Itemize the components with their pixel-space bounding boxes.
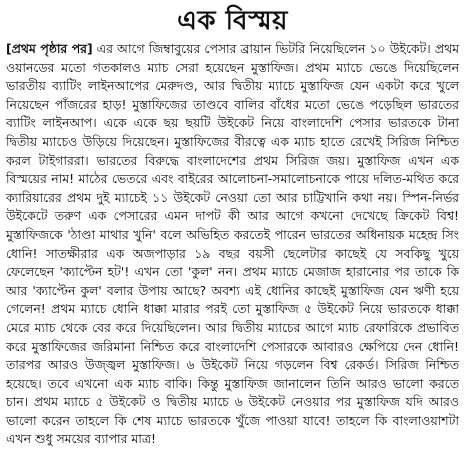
article-body-text: এর আগে জিম্বাবুয়ের পেসার ব্রায়ান ভিটরি নিয়েছিলেন ১০ উইকেট। প্রথম ওয়ানডের মতো গতকালও ম্যাচ সেরা হয়েছেন মুস্তাফিজ। প্রথম ম্যাচে ভেঙে দিয়েছিলেন ভারতীয় ব্যাটিং লাইনআপের মেরুদণ্ড, আর দ্বিতীয় ম্যাচে মুস্তাফিজ যেন একটা করে খুলে নিয়েছেন পাঁজরের হাড়! মুস্তাফিজের তাণ্ডবে বালির বাঁধের মতো ভেঙে পড়েছিল ভারতের ব্যাটিং লাইনআপ। একে একে ছয় ছয়টি উইকেট নিয়ে বাংলাদেশি পেসার ভারতকে টানা দ্বিতীয় ম্যাচেও উড়িয়ে দিয়েছেন। মুস্তাফিজের বীরত্বে এক ম্যাচ হাতে রেখেই সিরিজ নিশ্চিত করল টাইগাররা। ভারতের বিরুদ্ধে বাংলাদেশের প্রথম সিরিজ জয়। মুস্তাফিজ এখন এক বিস্ময়ের নাম! মাঠের ভেতরে এবং বাইরের আলোচনা-সমালোচনাকে পায়ে দলিত-মথিত করে ক্যারিয়ারের প্রথম দুই ম্যাচেই ১১ উইকেট নেওয়া তো আর চাট্টিখানি কথা নয়। স্পিন-নির্ভর উইকেটে তরুণ এক পেসারের এমন দাপট কী আর আগে কখনো দেখেছে ক্রিকেট বিশ্ব! মুস্তাফিজকে 'ঠাণ্ডা মাথার খুনি' বলে অভিহিত করতেই পারেন ভারতের অধিনায়ক মহেন্দ্র সিং ধোনি! সাতক্ষীরার এক অজপাড়ার ১৯ বছর বয়সী ছেলেটার কাছেই যে সবকিছু খুয়ে ফেলেছেন 'ক্যাপ্টেন হট'! এখন তো 'কুল' নন। প্রথম ম্যাচে মেজাজ হারানোর পর তাকে কি আর 'ক্যাপ্টেন কুল' বলার উপায় আছে? অবশ্য এই ধোনির কাছেই মুস্তাফিজ যেন ঋণী হয়ে গেলেন! প্রথম ম্যাচে ধোনি ধাক্কা মারার পরই তো মুস্তাফিজ ৫ উইকেট নিয়ে ভারতকে ধাক্কা মেরে ম্যাচ থেকে বের করে দিয়েছিলেন। আর দ্বিতীয় ম্যাচের আগে ম্যাচ রেফারিকে প্রভাবিত করে মুস্তাফিজের জরিমানা নিশ্চিত করে বাংলাদেশি পেসারকে আবারও ক্ষেপিয়ে দেন ধোনি! তারপর আরও উজ্জ্বল মুস্তাফিজ। ৬ উইকেট নিয়ে গড়লেন বিশ্ব রেকর্ড। সিরিজ নিশ্চিত হয়েছে। তবে এখনো এক ম্যাচ বাকি। কিন্তু মুস্তাফিজ জানালেন তিনি আরও ভালো করতে চান। প্রথম ম্যাচে ৫ উইকেট ও দ্বিতীয় ম্যাচে ৬ উইকেট নেওয়ার পর মুস্তাফিজ যদি আরও ভালো করেন তাহলে কি শেষ ম্যাচে ভারতকে খুঁজে পাওয়া যাবে! তাহলে কি বাংলাওয়াশটা এখন শুধু সময়ের ব্যাপার মাত্র! [6, 41, 459, 447]
continuation-kicker: [প্রথম পৃষ্ঠার পর] [6, 41, 93, 56]
article-body [6, 40, 459, 449]
article-headline: এক বিস্ময় [177, 6, 288, 36]
